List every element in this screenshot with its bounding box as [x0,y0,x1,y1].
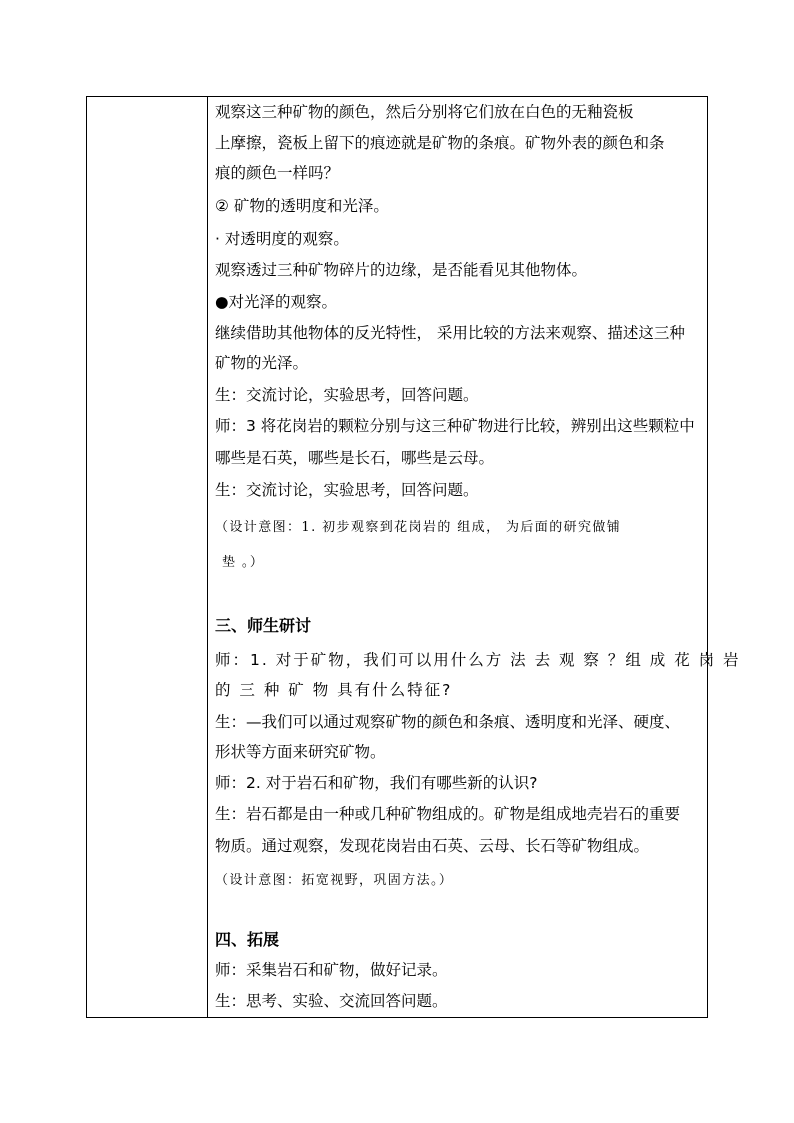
text-line: 的 三 种 矿 物 具有什么特征? [215,681,453,699]
text-line: 师：1. 对于矿物，我们可以用什么方 法 去 观 察 ？组 成 花 岗 岩 [215,651,741,669]
text-line: 生：思考、实验、交流回答问题。 [215,992,448,1010]
section-heading: 三、师生研讨 [215,616,312,635]
design-intent-note: （设计意图：拓宽视野，巩固方法。） [215,873,454,888]
text-line: 观察透过三种矿物碎片的边缘，是否能看见其他物体。 [215,261,588,279]
text-line: 形状等方面来研究矿物。 [215,743,386,761]
text-line: ●对光泽的观察。 [215,293,338,311]
text-line: 物质。通过观察，发现花岗岩由石英、云母、长石等矿物组成。 [215,837,650,855]
design-intent-note: 垫 。） [222,555,265,570]
text-line: 生：交流讨论，实验思考，回答问题。 [215,386,479,404]
text-line: 生：—我们可以通过观察矿物的颜色和条痕、透明度和光泽、硬度、 [215,713,681,731]
right-column-cell [208,97,741,1017]
design-intent-note: （设计意图：1. 初步观察到花岗岩的 组成， 为后面的研究做铺 [215,520,622,535]
section-heading: 四、拓展 [215,930,280,949]
text-line: 继续借助其他物体的反光特性， 采用比较的方法来观察、描述这三种 [215,324,685,342]
text-line: 师：3 将花岗岩的颗粒分别与这三种矿物进行比较，辨别出这些颗粒中 [215,417,695,435]
left-column-cell [87,97,208,1017]
text-line: 师：2. 对于岩石和矿物，我们有哪些新的认识? [215,774,538,792]
text-line: ② 矿物的透明度和光泽。 [215,197,389,215]
text-line: 上摩擦，瓷板上留下的痕迹就是矿物的条痕。矿物外表的颜色和条 [215,134,665,152]
text-line: 观察这三种矿物的颜色，然后分别将它们放在白色的无釉瓷板 [215,103,634,121]
lesson-table [86,96,741,1018]
text-line: 哪些是石英，哪些是长石，哪些是云母。 [215,449,495,467]
text-line: · 对透明度的观察。 [215,230,349,248]
text-line: 矿物的光泽。 [215,354,309,372]
text-line: 痕的颜色一样吗？ [215,164,340,182]
text-line: 生：交流讨论，实验思考，回答问题。 [215,481,479,499]
text-line: 生：岩石都是由一种或几种矿物组成的。矿物是组成地壳岩石的重要 [215,805,681,823]
text-line: 师：采集岩石和矿物，做好记录。 [215,961,448,979]
